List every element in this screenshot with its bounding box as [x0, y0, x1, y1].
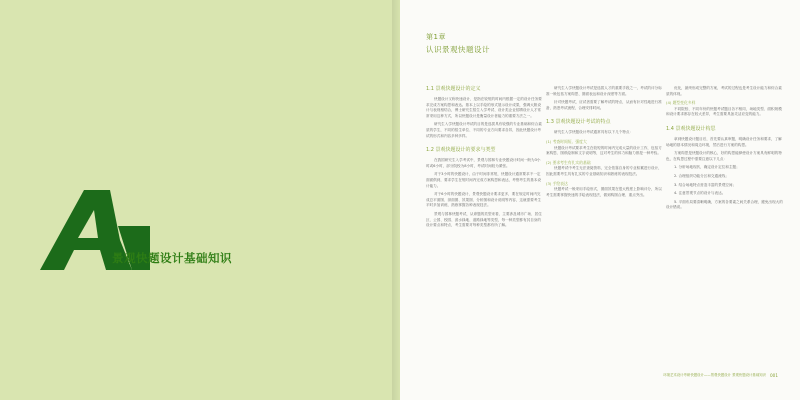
subsection-heading: (2) 要求考生有扎实的基础 [546, 159, 591, 165]
body-paragraph: 对于3小时的快题设计，由于时间非常短，快题设计通常要求不一定面面俱到，要求学生在短时间内完成方案构思和表达，考察考生的基本设计能力。 [426, 172, 541, 188]
body-paragraph: 5. 平面布局要清晰明确，方案的各要素之间关系合理，避免出现大的设计错误。 [666, 199, 783, 210]
body-paragraph: 快题考试一般采用手绘形式，图面效果在很大程度上影响评分，所以考生需要掌握快速的手绘表现技法，做到构图合理、重点突出。 [546, 187, 662, 197]
section-heading: 1.1 景观快题设计的定义 [426, 86, 481, 92]
subsection-heading: (1) 考查时间短、强度大 [546, 138, 587, 144]
subsection-heading: (3) 手绘表达 [546, 180, 568, 186]
body-paragraph: 3. 结合场地特点营造丰富的景观空间； [674, 182, 737, 187]
section-heading: 1.4 景观快题设计构思 [666, 125, 716, 132]
chapter-title: 认识景观快题设计 [426, 45, 490, 54]
body-paragraph: 快题设计考试要求考生在较短的时间内完成大量的设计工作，包括方案构思、图纸绘制和文字说明等，这对考生的体力和脑力都是一种考验。 [546, 145, 662, 156]
right-page [400, 0, 800, 400]
body-paragraph: 在我国研究生入学考试中，景观与园林专业快题设计时间一般为3小时或6小时，部分院校为8小时，考试时间较为紧张。 [426, 158, 541, 168]
chapter-label: 第1章 [426, 33, 446, 41]
body-paragraph: 研究生入学快题设计考试的目的是选拔具有较强的专业基础和综合素质的学生，不同的招生单位、不同的专业方向要求各异，因此快题设计考试的形式和内容多种多样。 [426, 122, 542, 138]
body-paragraph: 优化，最终形成完整的方案，考试的过程也是考生设计能力和综合素质的体现。 [666, 86, 782, 96]
text-column-3 [666, 86, 784, 214]
cover-title: 景观快题设计基础知识 [112, 251, 232, 265]
body-paragraph: 1. 分析场地现状，确定设计定位和主题； [674, 165, 740, 170]
text-column-2 [546, 86, 664, 201]
body-paragraph: 景观与园林快题考试，从命题的类型来看，主要涉及城市广场、居住区、公园、校园、滨水绿地、道路绿地等类型，每一种类型都有其自身的设计要点和特点，考生需要对每种类型都有所了解。 [426, 211, 542, 228]
body-paragraph: 2. 合理组织功能分区和交通流线； [674, 173, 729, 178]
body-paragraph: 快题设计又称快速设计，是指在较短的时间内根据一定的设计任务要求完成方案构思和表达。基本上以手绘的形式展示设计成果，强调大胆设计与表现相结合，博士研究生招生入学考试、设计类企业招聘设计人才常常采用这种方式，所以快题设计是衡量设计者能力的重要方法之一。 [426, 97, 542, 118]
body-paragraph: 方案构思是快题设计的核心，好的构思能够使设计方案具有鲜明的特色，在构思过程中需要注意以下几点： [666, 151, 782, 161]
body-paragraph: 4. 注意景观节点的设计与表达。 [674, 191, 726, 196]
subsection-heading: (4) 题型变化多样 [666, 100, 696, 106]
body-paragraph: 拿到快题设计题目后，首先要认真审题，明确设计任务和要求，了解场地的基本情况和周边环境，然后进行方案的构思。 [666, 136, 782, 147]
body-paragraph: 研究生入学快题设计考试是选拔人才的重要手段之一，考试的评分标准一般包括方案构思、图面表达和设计深度等方面。 [546, 86, 662, 96]
section-heading: 1.2 景观快题设计的要求与类型 [426, 147, 496, 154]
text-column-1 [426, 86, 544, 232]
page-number: 001 [770, 373, 778, 378]
body-paragraph: 研究生入学快题设计考试通常具有以下几个特点： [554, 130, 634, 135]
body-paragraph: 不同院校、不同年份的快题考试题目各不相同，场地类型、面积规模和设计要求都存在较大差异，考生需要具备灵活应变的能力。 [666, 106, 782, 117]
body-paragraph: 针对快题考试，应试者需要了解考试的特点，从而有针对性地进行准备，熟悉考试流程，合理安排时间。 [546, 100, 662, 110]
body-paragraph: 对于6小时的快题设计，景观快题设计要求更多，要在规定时间内完成总平面图、剖面图、效果图、分析图和设计说明等内容，这就需要考生平时多加训练，熟练掌握各种表现技法。 [426, 192, 541, 208]
body-paragraph: 快题考试中考生无法查阅资料，完全依靠自身的专业积累进行设计，因此需要考生具有扎实的专业基础知识和熟练的表现技法。 [546, 166, 662, 176]
running-footer: 环境艺术设计考研快题设计——景观快题设计 景观快题设计基础知识 [663, 373, 766, 377]
section-heading: 1.3 景观快题设计考试的特点 [546, 119, 611, 126]
